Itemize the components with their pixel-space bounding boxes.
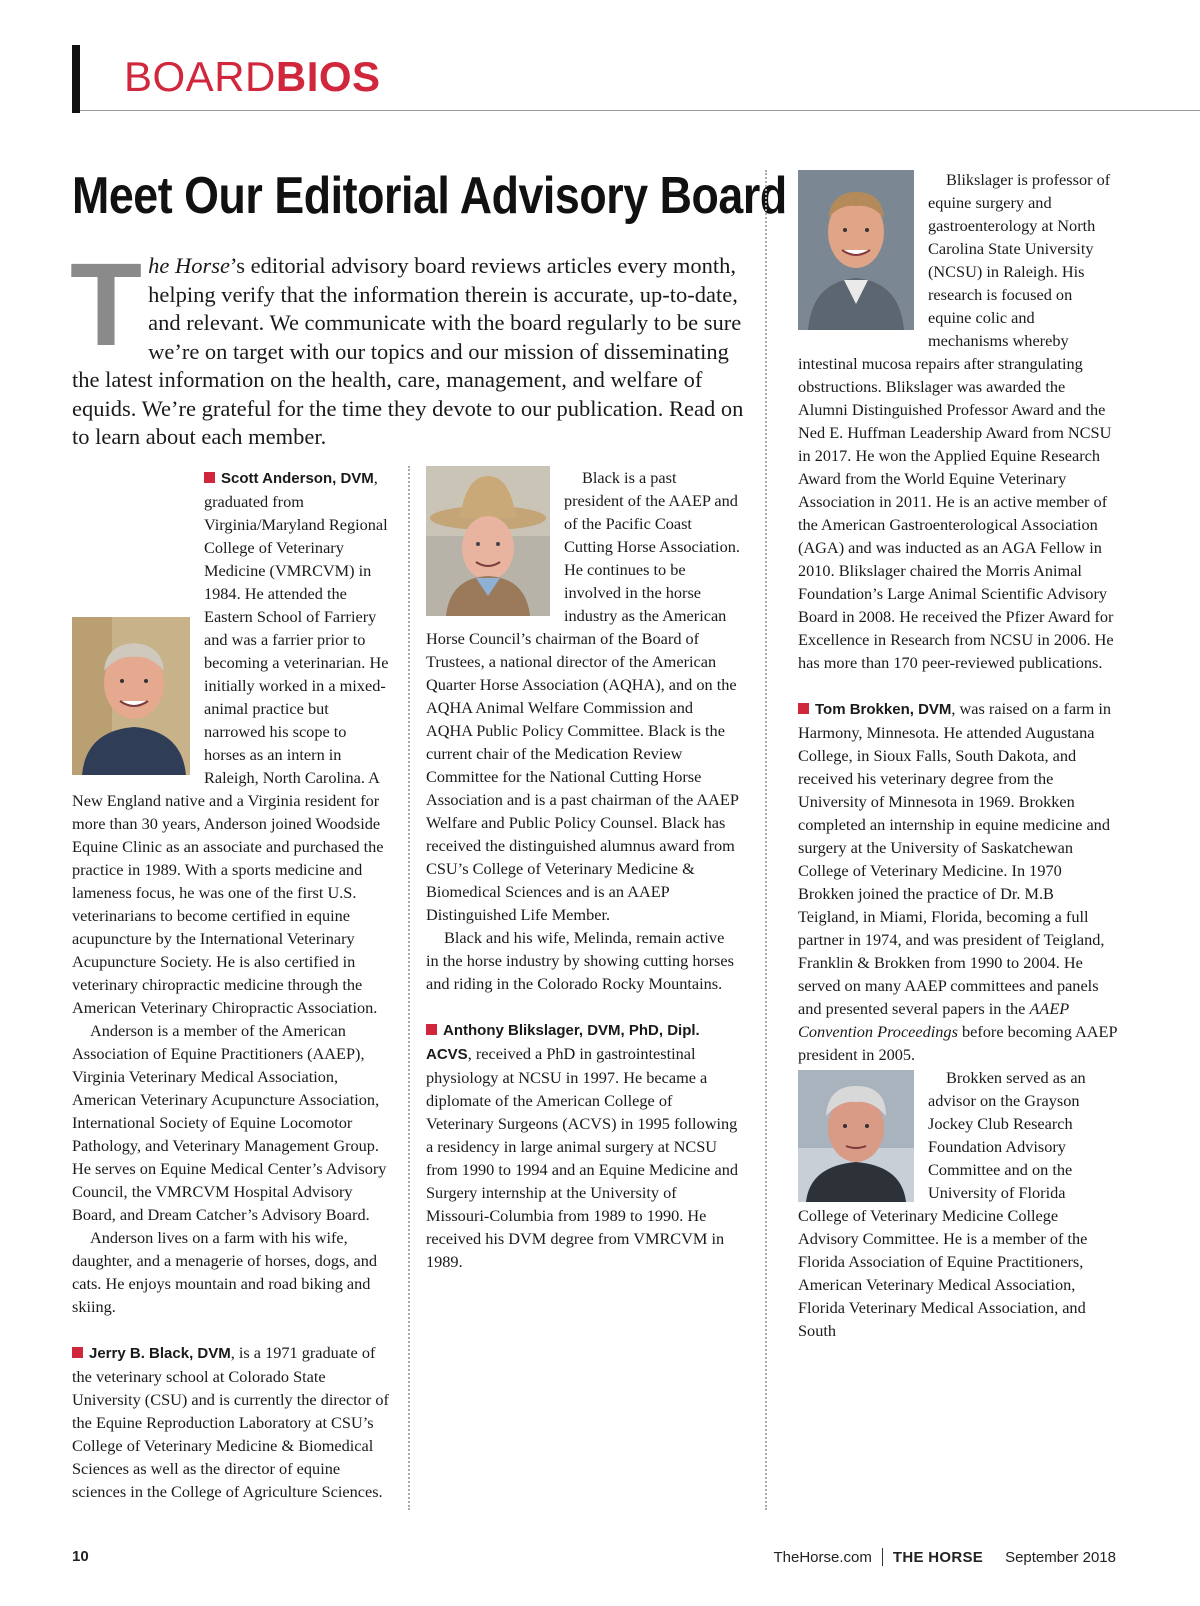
column-divider bbox=[408, 466, 410, 1510]
bio-black-p3: Black and his wife, Melinda, remain active in the horse industry by showing cutting horses and riding in the Colorado Rocky Mountains. bbox=[426, 928, 734, 993]
footer-separator bbox=[882, 1548, 883, 1566]
page-title: Meet Our Editorial Advisory Board bbox=[72, 167, 787, 225]
bullet-square-icon bbox=[426, 1024, 437, 1035]
section-marker-bar bbox=[72, 45, 80, 113]
intro-paragraph bbox=[70, 239, 760, 452]
section-title bbox=[124, 52, 381, 102]
section-title-light: BOARD bbox=[124, 53, 276, 100]
bio-black-p2: Black is a past president of the AAEP and of the Pacific Coast Cutting Horse Association. He continues to be involved in the horse industry as the American Horse Council’s chairman of the Board of Trustees, a national director of the American Quarter Horse Association (AQHA), and on the AQHA Animal Welfare Commission and AQHA Public Policy Committee. Black is the current chair of the Medication Review Committee for the National Cutting Horse Association and is a past chairman of the AAEP Welfare and Public Policy Counsel. Black has received the distinguished alumnus award from CSU’s College of Veterinary Medicine & Biomedical Sciences and is an AAEP Distinguished Life Member. bbox=[426, 468, 740, 924]
portrait-brokken bbox=[798, 1070, 914, 1202]
footer-info bbox=[773, 1548, 1116, 1566]
bullet-square-icon bbox=[72, 1347, 83, 1358]
intro-text: ’s editorial advisory board reviews articles every month, helping verify that the information therein is accurate, up-to-date, and relevant. We communicate with the board regularly to be sure we’re on target with our topics and our mission of disseminating the latest information on the health, care, management, and welfare of equids. We’re grateful for the time they devote to our publication. Read on to learn about each member. bbox=[72, 253, 744, 449]
portrait-blikslager bbox=[798, 170, 914, 330]
intro-magazine-name: he Horse bbox=[148, 253, 230, 278]
bio-blikslager-p2: Blikslager is professor of equine surgery and gastroenterology at North Carolina State University (NCSU) in Raleigh. His research is focused on equine colic and mechanisms whereby intestinal mucosa repairs after strangulating obstructions. Blikslager was awarded the Alumni Distinguished Professor Award and the Ned E. Huffman Leadership Award from NCSU in 2017. He won the Applied Equine Research Award from the World Equine Veterinary Association in 2011. He is an active member of the American Gastroenterological Association (AGA) and was inducted as an AGA Fellow in 2010. Blikslager chaired the Morris Animal Foundation’s Large Animal Scientific Advisory Board in 2008. He received the Pfizer Award for Excellence in Research from NCSU in 2006. He has more than 170 peer-reviewed publications. bbox=[798, 170, 1114, 672]
footer-magazine-name: THE HORSE bbox=[892, 1549, 984, 1566]
bullet-square-icon bbox=[798, 703, 809, 714]
footer-site-link[interactable]: TheHorse.com bbox=[773, 1549, 872, 1566]
bio-anderson-p2: Anderson is a member of the American Association of Equine Practitioners (AAEP), Virginia Veterinary Medical Association, American Veterinary Acupuncture Association, International Society of Equine Locomotor Pathology, and Veterinary Management Group. He serves on Equine Medical Center’s Advisory Council, the VMRCVM Hospital Advisory Board, and Dream Catcher’s Advisory Board. bbox=[72, 1021, 387, 1224]
column-divider bbox=[765, 170, 767, 1510]
bio-name: Anthony Blikslager, DVM, PhD, Dipl. ACVS bbox=[426, 1022, 700, 1063]
column-2 bbox=[426, 466, 740, 1273]
section-title-bold: BIOS bbox=[275, 53, 381, 100]
bio-name: Jerry B. Black, DVM bbox=[89, 1345, 231, 1362]
bio-anderson-p1: Scott Anderson, DVM, graduated from Virginia/Maryland Regional College of Veterinary Medicine (VMRCVM) in 1984. He attended the Eastern School of Farriery and was a farrier prior to becoming a veterinarian. He initially worked in a mixed-animal practice but narrowed his scope to horses as an intern in Raleigh, North Carolina. A New England native and a Virginia resident for more than 30 years, Anderson joined Woodside Equine Clinic as an associate and purchased the practice in 1989. With a sports medicine and lameness focus, he was one of the first U.S. veterinarians to become certified in equine acupuncture by the International Veterinary Acupuncture Society. He is also certified in veterinary chiropractic medicine through the American Veterinary Chiropractic Association. bbox=[72, 468, 389, 1017]
page-number: 10 bbox=[72, 1548, 89, 1565]
header-rule bbox=[80, 110, 1200, 111]
bio-black-p1: Jerry B. Black, DVM, is a 1971 graduate of the veterinary school at Colorado State University (CSU) and is currently the director of the Equine Reproduction Laboratory at CSU’s College of Veterinary Medicine & Biomedical Sciences as well as the director of equine sciences in the College of Agriculture Sciences. bbox=[72, 1343, 389, 1501]
drop-cap: T bbox=[70, 239, 143, 371]
bio-brokken-p1: Tom Brokken, DVM, was raised on a farm in Harmony, Minnesota. He attended Augustana College, in Sioux Falls, South Dakota, and received his veterinary degree from the University of Minnesota in 1969. Brokken completed an internship in equine medicine and surgery at the University of Saskatchewan College of Veterinary Medicine. In 1970 Brokken joined the practice of Dr. M.B Teigland, in Miami, Florida, becoming a full partner in 1974, and was president of Teigland, Franklin & Brokken from 1990 to 2004. He served on many AAEP committees and panels and presented several papers in the AAEP Convention Proceedings before becoming AAEP president in 2005. bbox=[798, 699, 1117, 1064]
bio-brokken-p2: Brokken served as an advisor on the Grayson Jockey Club Research Foundation Advisory Committee and on the University of Florida College of Veterinary Medicine College Advisory Committee. He is a member of the Florida Association of Equine Practitioners, American Veterinary Medical Association, Florida Veterinary Medical Association, and South bbox=[798, 1068, 1088, 1340]
portrait-anderson bbox=[72, 617, 190, 775]
footer-date: September 2018 bbox=[1005, 1549, 1116, 1566]
column-3 bbox=[798, 168, 1118, 1342]
bio-name: Tom Brokken, DVM bbox=[815, 701, 952, 718]
bio-anderson-p3: Anderson lives on a farm with his wife, daughter, and a menagerie of horses, dogs, and cats. He enjoys mountain and road biking and skiing. bbox=[72, 1228, 377, 1316]
bio-blikslager-p1: Anthony Blikslager, DVM, PhD, Dipl. ACVS, received a PhD in gastrointestinal physiology at NCSU in 1997. He became a diplomate of the American College of Veterinary Surgeons (ACVS) in 1995 following a residency in large animal surgery at NCSU from 1990 to 1994 and an Equine Medicine and Surgery internship at the University of Missouri-Columbia from 1989 to 1990. He received his DVM degree from VMRCVM in 1989. bbox=[426, 1022, 738, 1271]
portrait-black bbox=[426, 466, 550, 616]
bullet-square-icon bbox=[204, 472, 215, 483]
bio-name: Scott Anderson, DVM bbox=[221, 470, 374, 487]
